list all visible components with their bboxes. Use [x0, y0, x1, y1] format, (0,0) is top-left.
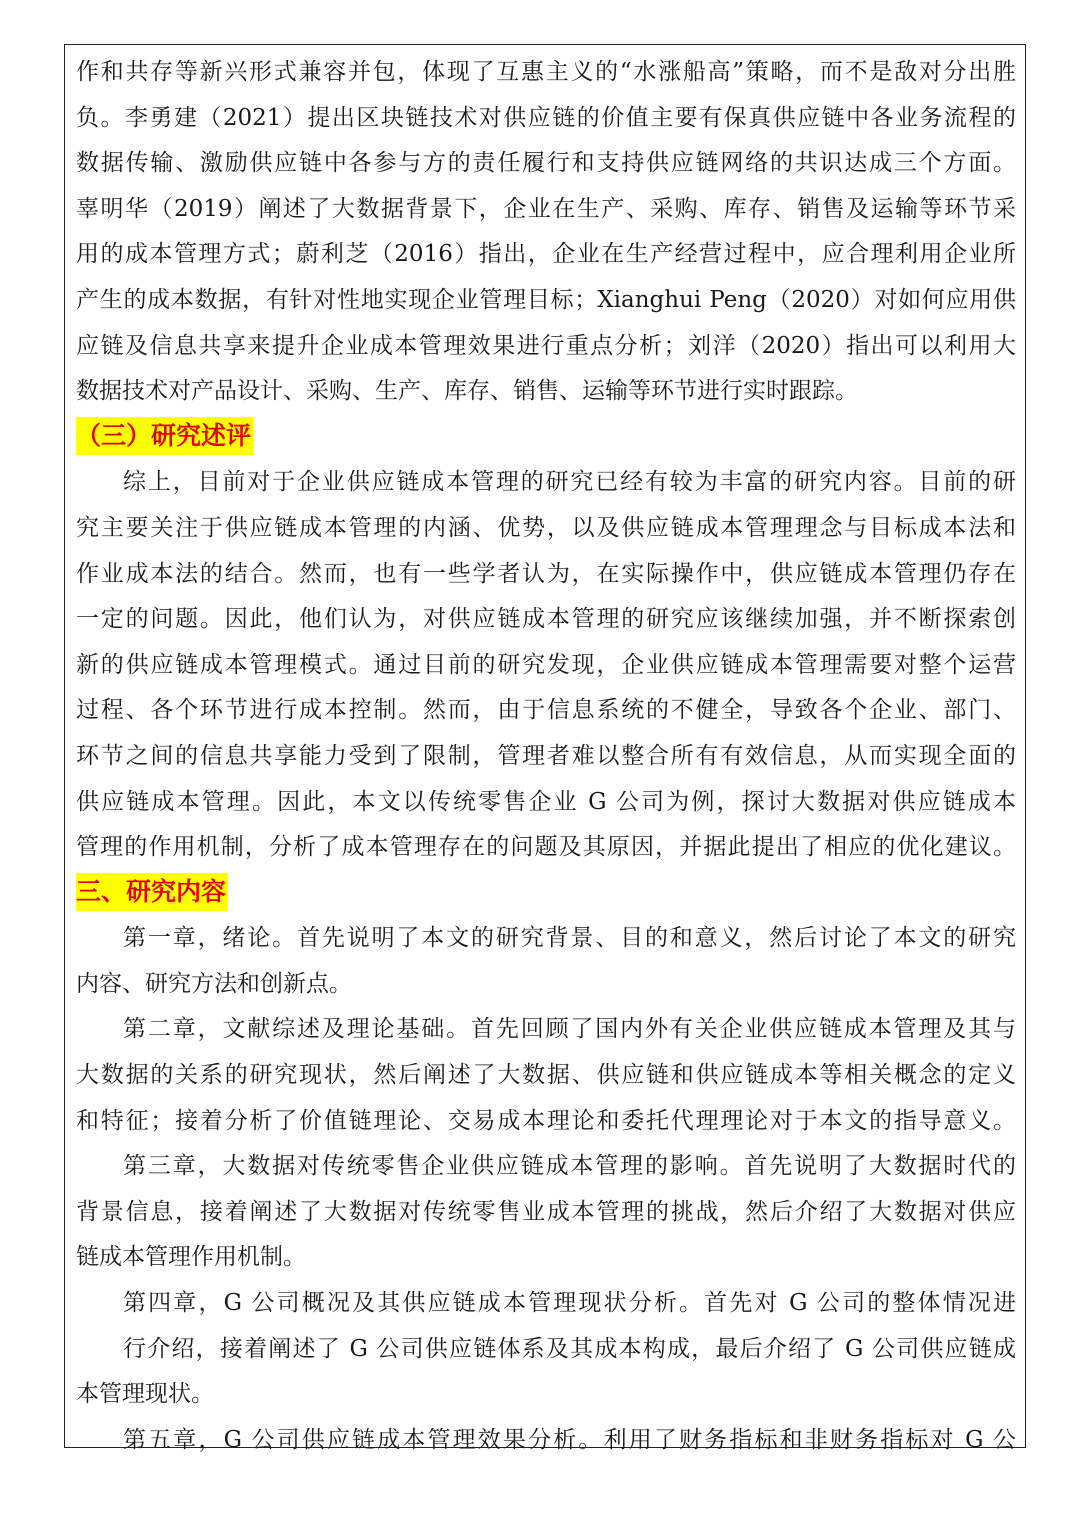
text-line: 用的成本管理方式；蔚利芝（2016）指出，企业在生产经营过程中，应合理利用企业所 [76, 241, 1016, 268]
text-line: 究主要关注于供应链成本管理的内涵、优势，以及供应链成本管理理念与目标成本法和 [76, 514, 1016, 541]
text-line: 大数据的关系的研究现状，然后阐述了大数据、供应链和供应链成本等相关概念的定义 [76, 1062, 1016, 1089]
chapter-5-paragraph [76, 1418, 1016, 1464]
text-line: 产生的成本数据，有针对性地实现企业管理目标；Xianghui Peng（2020）对如何应用供 [76, 286, 1016, 313]
text-line: 第三章，大数据对传统零售企业供应链成本管理的影响。首先说明了大数据时代的 [123, 1153, 1016, 1180]
text-line: 辜明华（2019）阐述了大数据背景下，企业在生产、采购、库存、销售及运输等环节采 [76, 195, 1016, 222]
chapter-1-paragraph [76, 916, 1016, 1007]
text-line: 综上，目前对于企业供应链成本管理的研究已经有较为丰富的研究内容。目前的研 [123, 469, 1016, 496]
text-line: 环节之间的信息共享能力受到了限制，管理者难以整合所有有效信息，从而实现全面的 [76, 742, 1016, 769]
text-line: 作和共存等新兴形式兼容并包，体现了互惠主义的“水涨船高”策略，而不是敌对分出胜 [76, 59, 1016, 85]
text-line: 第二章，文献综述及理论基础。首先回顾了国内外有关企业供应链成本管理及其与 [123, 1016, 1016, 1043]
text-line: 应链及信息共享来提升企业成本管理效果进行重点分析；刘洋（2020）指出可以利用大 [76, 332, 1016, 359]
review-paragraph [76, 460, 1016, 870]
text-line: 供应链成本管理。因此，本文以传统零售企业 G 公司为例，探讨大数据对供应链成本 [76, 788, 1016, 815]
text-line: 第一章，绪论。首先说明了本文的研究背景、目的和意义，然后讨论了本文的研究 [123, 925, 1016, 952]
chapter-4-paragraph [76, 1281, 1016, 1418]
document-body [76, 50, 1016, 1463]
text-line: 背景信息，接着阐述了大数据对传统零售业成本管理的挑战，然后介绍了大数据对供应 [76, 1198, 1016, 1225]
text-line: 和特征；接着分析了价值链理论、交易成本理论和委托代理理论对于本文的指导意义。 [76, 1107, 1016, 1134]
text-line: 本管理现状。 [76, 1381, 214, 1408]
heading-text: 三、研究内容 [76, 873, 228, 911]
literature-paragraph [76, 50, 1016, 415]
text-line: 第四章，G 公司概况及其供应链成本管理现状分析。首先对 G 公司的整体情况进 [123, 1290, 1016, 1317]
text-line: 作业成本法的结合。然而，也有一些学者认为，在实际操作中，供应链成本管理仍存在 [76, 560, 1016, 587]
text-line: 数据技术对产品设计、采购、生产、库存、销售、运输等环节进行实时跟踪。 [76, 378, 858, 405]
section-heading-review [76, 415, 1016, 461]
section-heading-content [76, 871, 1016, 917]
text-line: 链成本管理作用机制。 [76, 1244, 306, 1271]
heading-text: （三）研究述评 [76, 417, 253, 455]
text-line: 行介绍，接着阐述了 G 公司供应链体系及其成本构成，最后介绍了 G 公司供应链成 [123, 1335, 1016, 1362]
text-line: 一定的问题。因此，他们认为，对供应链成本管理的研究应该继续加强，并不断探索创 [76, 606, 1016, 633]
text-line: 新的供应链成本管理模式。通过目前的研究发现，企业供应链成本管理需要对整个运营 [76, 651, 1016, 678]
text-line: 过程、各个环节进行成本控制。然而，由于信息系统的不健全，导致各个企业、部门、 [76, 697, 1016, 724]
chapter-2-paragraph [76, 1007, 1016, 1144]
chapter-3-paragraph [76, 1144, 1016, 1281]
text-line: 数据传输、激励供应链中各参与方的责任履行和支持供应链网络的共识达成三个方面。 [76, 150, 1016, 177]
text-line: 内容、研究方法和创新点。 [76, 970, 352, 997]
text-line: 负。李勇建（2021）提出区块链技术对供应链的价值主要有保真供应链中各业务流程的 [76, 104, 1016, 131]
text-line: 第五章，G 公司供应链成本管理效果分析。利用了财务指标和非财务指标对 G 公 [123, 1426, 1016, 1453]
text-line: 管理的作用机制，分析了成本管理存在的问题及其原因，并据此提出了相应的优化建议。 [76, 834, 1016, 861]
